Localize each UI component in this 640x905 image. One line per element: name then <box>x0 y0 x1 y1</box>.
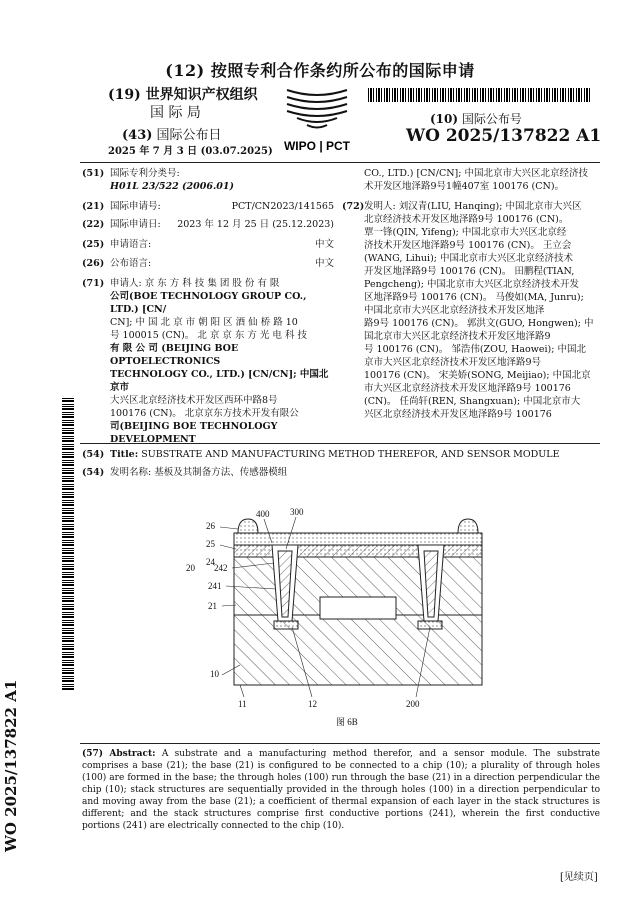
inventor-line: 中国北京市大兴区北京经济技术开发区地泽 <box>364 305 545 316</box>
chip-layer <box>234 615 482 685</box>
org-name <box>108 84 258 104</box>
inventor-line: 济技术开发区地泽路9号 100176 (CN)。 王立会 <box>364 240 572 251</box>
bump-right <box>458 519 478 533</box>
label-26: 26 <box>206 521 215 531</box>
abstract-label: Abstract: <box>109 749 156 759</box>
logo-text: WIPO | PCT <box>283 139 351 153</box>
applicant-cont-line: CO., LTD.) [CN/CN]; 中国北京市大兴区北京经济技 <box>364 168 588 179</box>
field-tag: (71) <box>82 278 105 289</box>
field-tag: (26) <box>82 258 105 269</box>
inventor-line: 市大兴区北京经济技术开发区地泽路9号 100176 <box>364 383 571 394</box>
field-applicant <box>82 277 334 446</box>
field-app-date <box>82 218 334 231</box>
pad-left <box>274 621 298 629</box>
field-inventors <box>342 200 600 421</box>
inventor-line: 兴区北京经济技术开发区地泽路9号 100176 <box>364 409 552 420</box>
applicant-line: 公司(BOE TECHNOLOGY GROUP CO., LTD.) [CN/ <box>110 291 307 315</box>
applicant-line: 号 100015 (CN)。 北 京 京 东 方 光 电 科 技 <box>110 330 307 341</box>
title-value: SUBSTRATE AND MANUFACTURING METHOD THEREFOR, AND SENSOR MODULE <box>141 449 560 460</box>
applicant-line: 申请人: 京 东 方 科 技 集 团 股 份 有 限 <box>110 278 280 289</box>
label-10: 10 <box>210 669 219 679</box>
field-tag: (21) <box>82 201 105 212</box>
field-label: 公布语言: <box>110 258 152 269</box>
label-21: 21 <box>208 601 217 611</box>
inventor-line: (WANG, Lihui); 中国北京市大兴区北京经济技术 <box>364 253 574 264</box>
label-12: 12 <box>308 699 317 709</box>
label-11: 11 <box>238 699 247 709</box>
title-label: 发明名称: <box>110 467 152 478</box>
logo-arc-4 <box>287 111 347 116</box>
org-tag: (19) <box>108 87 141 103</box>
title-chinese <box>82 466 602 479</box>
pub-no-tag: (10) <box>430 112 459 126</box>
title-tag: (54) <box>82 449 105 460</box>
inventor-line: (CN)。 任尚轩(REN, Shangxuan); 中国北京市大 <box>364 396 581 407</box>
inventor-line: 号 100176 (CN)。 邹浩伟(ZOU, Haowei); 中国北 <box>364 344 586 355</box>
label-25: 25 <box>206 539 215 549</box>
field-value: PCT/CN2023/141565 <box>231 201 334 212</box>
cavity <box>320 597 396 619</box>
applicant-cont-line: 术开发区地泽路9号1幢407室 100176 (CN)。 <box>364 181 565 192</box>
inventor-line: 100176 (CN)。 宋美娇(SONG, Meijiao); 中国北京 <box>364 370 591 381</box>
logo-arc-3 <box>287 104 347 109</box>
field-label: 国际专利分类号: <box>110 168 180 179</box>
pub-date: 2025 年 7 月 3 日 (03.07.2025) <box>108 146 273 157</box>
field-value: 中文 <box>314 239 334 250</box>
wipo-logo <box>272 80 362 158</box>
inventor-line: 覃一锋(QIN, Yifeng); 中国北京市大兴区北京经 <box>364 227 567 238</box>
pub-date-tag: (43) <box>122 128 153 143</box>
side-pub-number: WO 2025/137822 A1 <box>2 679 20 852</box>
applicant-line: CN]; 中 国 北 京 市 朝 阳 区 酒 仙 桥 路 10 <box>110 317 298 328</box>
title-tag: (54) <box>82 467 105 478</box>
label-241: 241 <box>208 581 222 591</box>
field-tag: (22) <box>82 219 105 230</box>
field-label: 申请语言: <box>110 239 152 250</box>
field-app-number <box>82 200 334 213</box>
leader-26 <box>220 527 238 529</box>
title-value: 基板及其制备方法、传感器模组 <box>154 467 288 478</box>
abstract <box>82 748 600 832</box>
logo-arc-1 <box>287 90 347 95</box>
field-filing-language <box>82 238 334 251</box>
abstract-tag: (57) <box>82 749 104 759</box>
layer-25 <box>234 545 482 557</box>
label-20: 20 <box>186 563 195 573</box>
continued-note: [见续页] <box>560 872 598 883</box>
inventor-line: 发明人: 刘汉青(LIU, Hanqing); 中国北京市大兴区 <box>364 201 582 212</box>
field-tag: (25) <box>82 239 105 250</box>
applicant-line: 有 限 公 司 (BEIJING BOE OPTOELECTRONICS <box>110 343 239 367</box>
leader-11 <box>240 685 244 697</box>
title-label: Title: <box>110 449 139 460</box>
field-value: 2023 年 12 月 25 日 (25.12.2023) <box>177 219 334 230</box>
field-ipc <box>82 167 334 193</box>
inventor-line: 北京经济技术开发区地泽路9号 100176 (CN)。 <box>364 214 569 225</box>
logo-arc-5 <box>297 118 337 122</box>
label-200: 200 <box>406 699 420 709</box>
label-24: 24 <box>206 557 215 567</box>
barcode <box>368 88 590 102</box>
bump-left <box>238 519 258 533</box>
inventor-line: 路9号 100176 (CN)。 郭洪文(GUO, Hongwen); 中 <box>364 318 594 329</box>
field-label: 国际申请日: <box>110 219 161 230</box>
pub-no-label <box>430 110 522 127</box>
abstract-text: A substrate and a manufacturing method therefor, and a sensor module. The substrate comprises a base (21); the base (21) is configured to be connected to a chip (10); a plurality of through holes (100) are formed in the base; the through holes (100) run through the base (21) in a direction perpendicular the chip (10); stack structures are sequentially provided in the through holes (100) in a direction perpendicular to and moving away from the base (21); a coefficient of thermal expansion of each layer in the stack structures is different; and the stack structures comprise first conductive portions (241), wherein the first conductive portions (241) are electrically connected to the chip (10). <box>82 749 600 831</box>
label-242: 242 <box>214 563 228 573</box>
applicant-line: TECHNOLOGY CO., LTD.) [CN/CN]; 中国北京市 <box>110 369 329 393</box>
applicant-line: 100176 (CN)。 北京京东方技术开发有限公 <box>110 408 299 419</box>
field-pub-language <box>82 257 334 270</box>
logo-arc-2 <box>287 97 347 102</box>
applicant-line: 大兴区北京经济技术开发区西环中路8号 <box>110 395 278 406</box>
header-divider <box>80 162 600 163</box>
applicant-line: 司(BEIJING BOE TECHNOLOGY DEVELOPMENT <box>110 421 278 445</box>
abstract-divider <box>80 743 600 744</box>
label-400: 400 <box>256 509 270 519</box>
pub-date-label-text: 国际公布日 <box>156 128 222 143</box>
pub-number: WO 2025/137822 A1 <box>406 126 602 146</box>
inventor-line: 京市大兴区北京经济技术开发区地泽路9号 <box>364 357 542 368</box>
field-label: 国际申请号: <box>110 201 161 212</box>
figure-6b <box>180 505 510 735</box>
field-tag: (72) <box>342 201 365 212</box>
applicant-continued <box>342 167 600 193</box>
field-value: 中文 <box>314 258 334 269</box>
logo-arc-6 <box>307 125 327 128</box>
inventor-line: 区地泽路9号 100176 (CN)。 马俊如(MA, Junru); <box>364 292 584 303</box>
field-tag: (51) <box>82 168 105 179</box>
field-value: H01L 23/522 (2006.01) <box>110 181 234 192</box>
document-title: (12) 按照专利合作条约所公布的国际申请 <box>165 61 475 80</box>
org-name-text: 世界知识产权组织 <box>145 87 258 103</box>
org-sub: 国 际 局 <box>150 105 201 121</box>
pub-no-label-text: 国际公布号 <box>461 112 522 126</box>
label-300: 300 <box>290 507 304 517</box>
title-english <box>82 448 602 461</box>
side-barcode <box>62 398 74 690</box>
inventor-line: Pengcheng); 中国北京市大兴区北京经济技术开发 <box>364 279 579 290</box>
figure-caption: 图 6B <box>336 717 358 727</box>
inventor-line: 国北京市大兴区北京经济技术开发区地泽路9 <box>364 331 551 342</box>
pub-date-label <box>122 124 222 143</box>
inventor-line: 开发区地泽路9号 100176 (CN)。 田鹏程(TIAN, <box>364 266 575 277</box>
section-divider <box>80 443 600 444</box>
